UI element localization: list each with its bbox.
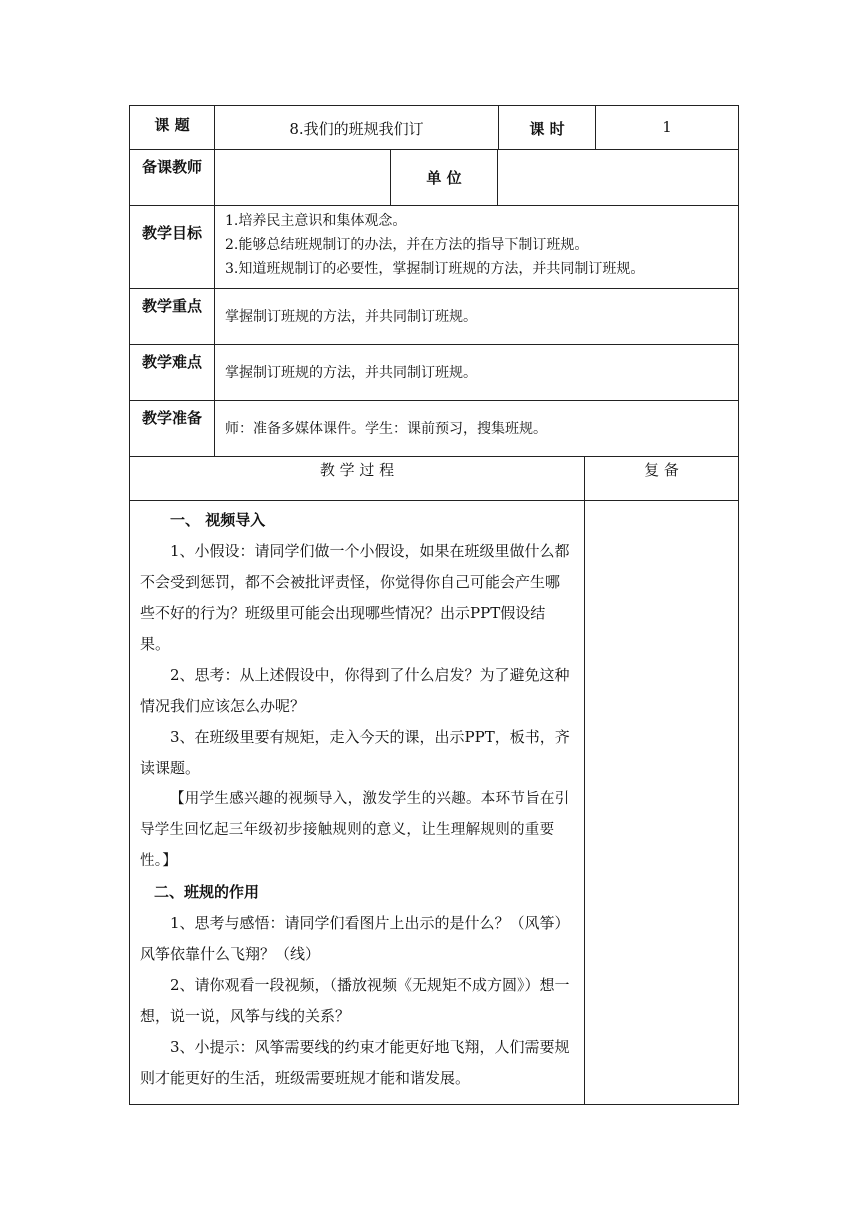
- unit-label-cell: [390, 149, 498, 206]
- hours-value: 1: [662, 118, 672, 136]
- design-note: 【用学生感兴趣的视频导入，激发学生的兴趣。本环节旨在引导学生回忆起三年级初步接触规则的意义，让生理解规则的重要性。】: [140, 791, 570, 869]
- teacher-value-cell: [214, 149, 391, 206]
- difficulties-label: 教学难点: [142, 353, 203, 371]
- paragraph: 1、小假设：请同学们做一个小假设，如果在班级里做什么都不会受到惩罚，都不会被批评责怪，你觉得你自己可能会产生哪些不好的行为？班级里可能会出现哪些情况？出示PPT假设结果。: [140, 542, 570, 653]
- teacher-label-cell: [129, 149, 215, 206]
- objectives-label-cell: [129, 205, 215, 289]
- objective-item: 2.能够总结班规制订的办法，并在方法的指导下制订班规。: [225, 237, 589, 253]
- teacher-label: 备课教师: [142, 158, 203, 176]
- key-points-label-cell: [129, 288, 215, 345]
- key-points-label: 教学重点: [142, 297, 203, 315]
- review-body-cell: [584, 500, 739, 1105]
- preparation-label: 教学准备: [142, 409, 203, 427]
- objective-item: 3.知道班规制订的必要性，掌握制订班规的方法，并共同制订班规。: [225, 261, 645, 277]
- topic-label-cell: [129, 105, 215, 150]
- paragraph: 2、思考：从上述假设中，你得到了什么启发？为了避免这种情况我们应该怎么办呢？: [140, 666, 570, 715]
- topic-value-cell: [214, 105, 499, 150]
- difficulties-label-cell: [129, 344, 215, 401]
- process-header-cell: [129, 456, 585, 501]
- difficulties-cell: [214, 344, 739, 401]
- objectives-cell: [214, 205, 739, 289]
- key-points-cell: [214, 288, 739, 345]
- paragraph: 3、小提示：风筝需要线的约束才能更好地飞翔，人们需要规则才能更好的生活，班级需要班规才能和谐发展。: [140, 1038, 570, 1087]
- difficulties-value: 掌握制订班规的方法，并共同制订班规。: [225, 365, 477, 381]
- topic-label: 课 题: [154, 116, 190, 134]
- topic-value: 8.我们的班规我们订: [289, 120, 424, 138]
- hours-label: 课 时: [529, 120, 565, 138]
- preparation-cell: [214, 400, 739, 457]
- key-points-value: 掌握制订班规的方法，并共同制订班规。: [225, 309, 477, 325]
- hours-label-cell: [498, 105, 596, 150]
- objectives-label: 教学目标: [142, 224, 203, 242]
- review-header: 复 备: [644, 461, 679, 479]
- paragraph: 1、思考与感悟：请同学们看图片上出示的是什么？（风筝）风筝依靠什么飞翔？（线）: [140, 914, 570, 963]
- preparation-label-cell: [129, 400, 215, 457]
- review-header-cell: [584, 456, 739, 501]
- process-header: 教 学 过 程: [319, 461, 395, 479]
- paragraph: 2、请你观看一段视频，（播放视频《无规矩不成方圆》）想一想，说一说，风筝与线的关系？: [140, 976, 570, 1025]
- process-body-cell: [129, 500, 585, 1105]
- preparation-value: 师：准备多媒体课件。学生：课前预习，搜集班规。: [225, 421, 547, 437]
- objective-item: 1.培养民主意识和集体观念。: [225, 213, 407, 229]
- section-heading: 一、 视频导入: [170, 511, 266, 529]
- section-heading: 二、班规的作用: [154, 883, 260, 901]
- hours-value-cell: [595, 105, 739, 150]
- unit-value-cell: [497, 149, 739, 206]
- unit-label: 单 位: [426, 169, 462, 187]
- paragraph: 3、在班级里要有规矩，走入今天的课，出示PPT，板书，齐读课题。: [140, 728, 570, 777]
